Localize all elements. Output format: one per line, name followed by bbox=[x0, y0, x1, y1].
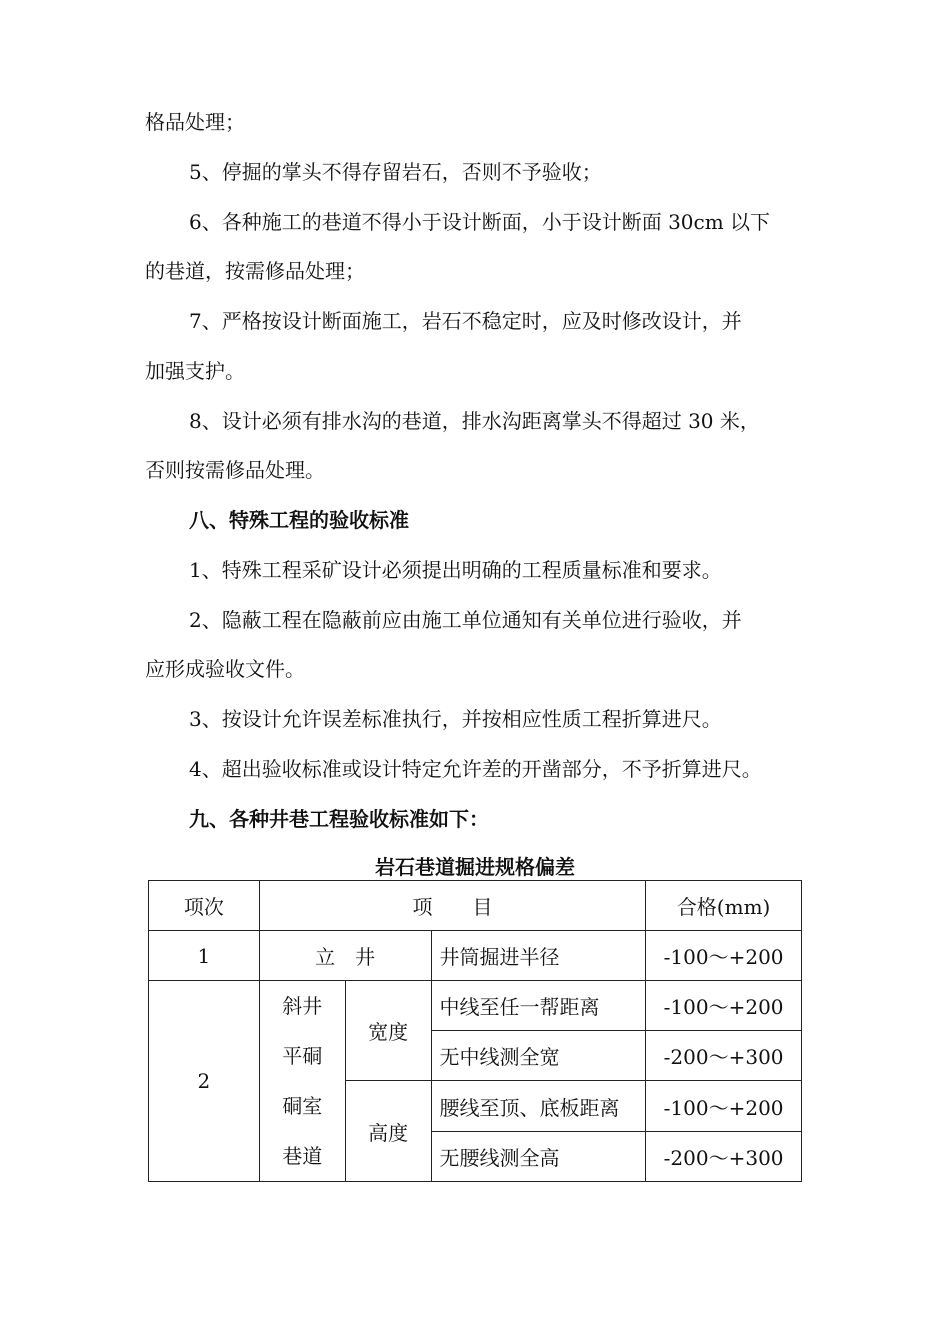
header-no: 项次 bbox=[149, 881, 260, 931]
paragraph-line: 5、停掘的掌头不得存留岩石，否则不予验收； bbox=[189, 160, 602, 184]
paragraph-line: 格品处理； bbox=[145, 110, 245, 134]
paragraph-line: 7、严格按设计断面施工，岩石不稳定时，应及时修改设计，并 bbox=[189, 309, 742, 333]
section-heading: 九、各种井巷工程验收标准如下： bbox=[189, 807, 489, 831]
header-spec: 合格(mm) bbox=[646, 881, 802, 931]
cell-height: 高度 bbox=[345, 1081, 431, 1182]
paragraph-line: 否则按需修品处理。 bbox=[145, 458, 325, 482]
header-item: 项 目 bbox=[259, 881, 645, 931]
paragraph-line: 2、隐蔽工程在隐蔽前应由施工单位通知有关单位进行验收，并 bbox=[189, 608, 742, 632]
type-label: 巷道 bbox=[282, 1144, 323, 1168]
cell-spec: -100～+200 bbox=[646, 981, 802, 1031]
cell-spec: -200～+300 bbox=[646, 1132, 802, 1182]
type-label: 硐室 bbox=[282, 1094, 323, 1118]
type-label: 平硐 bbox=[282, 1044, 323, 1068]
cell-item: 无腰线测全高 bbox=[431, 1132, 646, 1182]
paragraph-line: 加强支护。 bbox=[145, 359, 245, 383]
paragraph-line: 6、各种施工的巷道不得小于设计断面，小于设计断面 30cm 以下 bbox=[189, 210, 771, 234]
paragraph-line: 4、超出验收标准或设计特定允许差的开凿部分，不予折算进尺。 bbox=[189, 757, 762, 781]
cell-no: 2 bbox=[149, 981, 260, 1182]
paragraph-line: 1、特殊工程采矿设计必须提出明确的工程质量标准和要求。 bbox=[189, 558, 722, 582]
cell-spec: -200～+300 bbox=[646, 1031, 802, 1081]
cell-item: 无中线测全宽 bbox=[431, 1031, 646, 1081]
paragraph-line: 的巷道，按需修品处理； bbox=[145, 259, 365, 283]
cell-width: 宽度 bbox=[345, 981, 431, 1081]
cell-item: 腰线至顶、底板距离 bbox=[431, 1081, 646, 1132]
cell-no: 1 bbox=[149, 931, 260, 981]
type-label: 斜井 bbox=[282, 994, 323, 1018]
table-header-row bbox=[149, 881, 802, 931]
cell-item: 中线至任一帮距离 bbox=[431, 981, 646, 1031]
cell-spec: -100～+200 bbox=[646, 1081, 802, 1132]
table-row bbox=[149, 981, 802, 1031]
cell-spec: -100～+200 bbox=[646, 931, 802, 981]
section-heading: 八、特殊工程的验收标准 bbox=[189, 508, 409, 532]
cell-type: 立 井 bbox=[259, 931, 431, 981]
paragraph-line: 8、设计必须有排水沟的巷道，排水沟距离掌头不得超过 30 米， bbox=[189, 409, 760, 433]
paragraph-line: 应形成验收文件。 bbox=[145, 657, 305, 681]
table-row bbox=[149, 931, 802, 981]
paragraph-line: 3、按设计允许误差标准执行，并按相应性质工程折算进尺。 bbox=[189, 707, 722, 731]
cell-item: 井筒掘进半径 bbox=[431, 931, 646, 981]
table-caption: 岩石巷道掘进规格偏差 bbox=[375, 855, 575, 879]
spec-table bbox=[148, 880, 802, 1182]
cell-type-stack bbox=[259, 981, 345, 1182]
